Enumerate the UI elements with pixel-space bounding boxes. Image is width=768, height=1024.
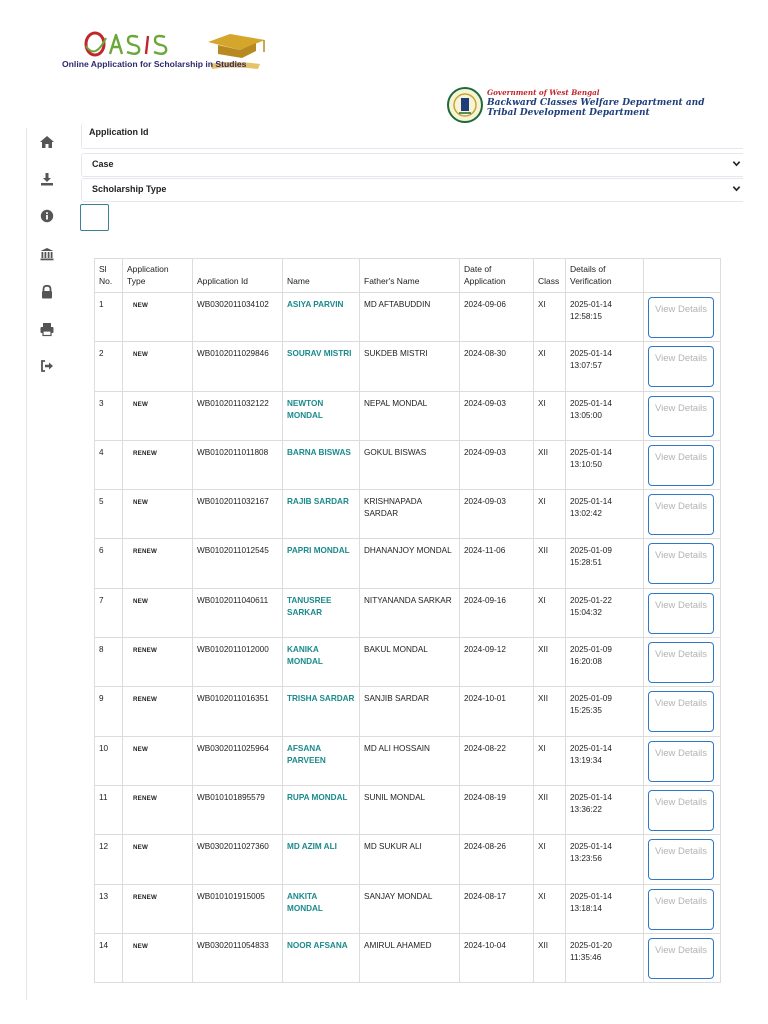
application-id-cell: WB0102011016351 — [193, 687, 283, 736]
name-cell[interactable]: RAJIB SARDAR — [283, 490, 360, 539]
name-cell[interactable]: ASIYA PARVIN — [283, 293, 360, 342]
fathers-name-cell: SUKDEB MISTRI — [360, 342, 460, 391]
application-type-cell: NEW — [123, 391, 193, 440]
action-cell — [644, 884, 721, 933]
name-cell[interactable]: RUPA MONDAL — [283, 785, 360, 834]
application-type-cell: RENEW — [123, 785, 193, 834]
view-details-button[interactable]: View Details — [648, 445, 714, 486]
class-cell: XII — [534, 539, 566, 588]
action-cell — [644, 539, 721, 588]
verification-details-cell: 2025-01-14 12:58:15 — [566, 293, 644, 342]
action-cell — [644, 933, 721, 982]
info-icon[interactable] — [39, 208, 55, 224]
table-row — [95, 687, 721, 736]
action-cell — [644, 588, 721, 637]
class-cell: XI — [534, 293, 566, 342]
verification-details-cell: 2025-01-14 13:10:50 — [566, 440, 644, 489]
date-of-application-cell: 2024-11-06 — [460, 539, 534, 588]
application-id-cell: WB0102011040611 — [193, 588, 283, 637]
fathers-name-cell: NEPAL MONDAL — [360, 391, 460, 440]
name-cell[interactable]: NOOR AFSANA — [283, 933, 360, 982]
class-cell: XII — [534, 638, 566, 687]
oasis-logo-graphic — [60, 30, 270, 78]
sl-no-cell: 7 — [95, 588, 123, 637]
view-details-button[interactable]: View Details — [648, 790, 714, 831]
name-cell[interactable]: AFSANA PARVEEN — [283, 736, 360, 785]
date-of-application-cell: 2024-09-03 — [460, 391, 534, 440]
table-row — [95, 884, 721, 933]
sidebar — [0, 128, 27, 1000]
logo-tagline: Online Application for Scholarship in Studies — [62, 59, 247, 69]
sl-no-cell: 3 — [95, 391, 123, 440]
name-cell[interactable]: BARNA BISWAS — [283, 440, 360, 489]
verification-details-cell: 2025-01-14 13:23:56 — [566, 835, 644, 884]
view-details-button[interactable]: View Details — [648, 593, 714, 634]
verification-details-cell: 2025-01-09 16:20:08 — [566, 638, 644, 687]
date-of-application-cell: 2024-08-22 — [460, 736, 534, 785]
column-header-application-type: Application Type — [123, 259, 193, 293]
sl-no-cell: 9 — [95, 687, 123, 736]
government-header — [446, 84, 746, 128]
fathers-name-cell: MD SUKUR ALI — [360, 835, 460, 884]
sl-no-cell: 5 — [95, 490, 123, 539]
date-of-application-cell: 2024-09-03 — [460, 440, 534, 489]
chevron-down-icon — [732, 159, 741, 168]
sl-no-cell: 11 — [95, 785, 123, 834]
name-cell[interactable]: KANIKA MONDAL — [283, 638, 360, 687]
verification-details-cell: 2025-01-09 15:28:51 — [566, 539, 644, 588]
action-cell — [644, 342, 721, 391]
sl-no-cell: 6 — [95, 539, 123, 588]
sl-no-cell: 8 — [95, 638, 123, 687]
table-row — [95, 391, 721, 440]
column-header-sl-no: Sl No. — [95, 259, 123, 293]
name-cell[interactable]: TANUSREE SARKAR — [283, 588, 360, 637]
action-cell — [644, 293, 721, 342]
view-details-button[interactable]: View Details — [648, 839, 714, 880]
fathers-name-cell: AMIRUL AHAMED — [360, 933, 460, 982]
application-id-cell: WB0102011012000 — [193, 638, 283, 687]
name-cell[interactable]: NEWTON MONDAL — [283, 391, 360, 440]
name-cell[interactable]: ANKITA MONDAL — [283, 884, 360, 933]
application-id-cell: WB0102011012545 — [193, 539, 283, 588]
application-type-cell: NEW — [123, 293, 193, 342]
table-header-row — [95, 259, 721, 293]
department-line-1: Backward Classes Welfare Department and — [487, 98, 705, 108]
verification-details-cell: 2025-01-14 13:07:57 — [566, 342, 644, 391]
sl-no-cell: 13 — [95, 884, 123, 933]
application-type-cell: NEW — [123, 490, 193, 539]
view-details-button[interactable]: View Details — [648, 889, 714, 930]
print-icon[interactable] — [39, 321, 55, 337]
sl-no-cell: 12 — [95, 835, 123, 884]
action-cell — [644, 835, 721, 884]
view-details-button[interactable]: View Details — [648, 396, 714, 437]
verification-details-cell: 2025-01-14 13:36:22 — [566, 785, 644, 834]
action-cell — [644, 785, 721, 834]
date-of-application-cell: 2024-08-17 — [460, 884, 534, 933]
table-row — [95, 293, 721, 342]
fathers-name-cell: SANJAY MONDAL — [360, 884, 460, 933]
lock-icon[interactable] — [39, 284, 55, 300]
date-of-application-cell: 2024-09-06 — [460, 293, 534, 342]
view-details-button[interactable]: View Details — [648, 642, 714, 683]
class-cell: XII — [534, 440, 566, 489]
verification-details-cell: 2025-01-14 13:02:42 — [566, 490, 644, 539]
case-select-label: Case — [92, 159, 114, 169]
table-row — [95, 440, 721, 489]
fathers-name-cell: SANJIB SARDAR — [360, 687, 460, 736]
application-type-cell: RENEW — [123, 638, 193, 687]
table-row — [95, 539, 721, 588]
logout-icon[interactable] — [39, 358, 55, 374]
class-cell: XI — [534, 736, 566, 785]
application-id-cell: WB0102011011808 — [193, 440, 283, 489]
verification-details-cell: 2025-01-22 15:04:32 — [566, 588, 644, 637]
table-row — [95, 835, 721, 884]
view-details-button[interactable]: View Details — [648, 543, 714, 584]
action-cell — [644, 440, 721, 489]
application-type-cell: RENEW — [123, 884, 193, 933]
government-line: Government of West Bengal — [487, 88, 600, 97]
application-type-cell: NEW — [123, 588, 193, 637]
table-row — [95, 933, 721, 982]
fathers-name-cell: MD ALI HOSSAIN — [360, 736, 460, 785]
view-details-button[interactable]: View Details — [648, 297, 714, 338]
sl-no-cell: 14 — [95, 933, 123, 982]
application-type-cell: RENEW — [123, 687, 193, 736]
class-cell: XI — [534, 884, 566, 933]
name-cell[interactable]: MD AZIM ALI — [283, 835, 360, 884]
application-type-cell: NEW — [123, 342, 193, 391]
case-select[interactable] — [81, 153, 743, 177]
verification-details-cell: 2025-01-20 11:35:46 — [566, 933, 644, 982]
table-row — [95, 490, 721, 539]
action-cell — [644, 490, 721, 539]
sl-no-cell: 10 — [95, 736, 123, 785]
class-cell: XI — [534, 490, 566, 539]
table-row — [95, 736, 721, 785]
application-id-cell: WB0302011027360 — [193, 835, 283, 884]
verification-details-cell: 2025-01-14 13:18:14 — [566, 884, 644, 933]
table-row — [95, 638, 721, 687]
chevron-down-icon — [732, 184, 741, 193]
date-of-application-cell: 2024-09-16 — [460, 588, 534, 637]
home-icon[interactable] — [39, 134, 55, 150]
application-id-cell: WB0102011032122 — [193, 391, 283, 440]
class-cell: XI — [534, 835, 566, 884]
column-header-name: Name — [283, 259, 360, 293]
fathers-name-cell: GOKUL BISWAS — [360, 440, 460, 489]
class-cell: XII — [534, 687, 566, 736]
column-header-fathers-name: Father's Name — [360, 259, 460, 293]
application-type-cell: NEW — [123, 835, 193, 884]
application-id-cell: WB010101915005 — [193, 884, 283, 933]
table-row — [95, 785, 721, 834]
class-cell: XI — [534, 342, 566, 391]
application-id-label: Application Id — [89, 127, 149, 137]
action-cell — [644, 687, 721, 736]
date-of-application-cell: 2024-10-04 — [460, 933, 534, 982]
fathers-name-cell: MD AFTABUDDIN — [360, 293, 460, 342]
class-cell: XI — [534, 588, 566, 637]
application-id-cell: WB0302011034102 — [193, 293, 283, 342]
verification-details-cell: 2025-01-09 15:25:35 — [566, 687, 644, 736]
date-of-application-cell: 2024-08-30 — [460, 342, 534, 391]
application-id-cell: WB010101895579 — [193, 785, 283, 834]
view-details-button[interactable]: View Details — [648, 938, 714, 979]
sl-no-cell: 2 — [95, 342, 123, 391]
name-cell[interactable]: SOURAV MISTRI — [283, 342, 360, 391]
action-cell — [644, 736, 721, 785]
view-details-button[interactable]: View Details — [648, 494, 714, 535]
west-bengal-emblem-icon — [446, 84, 484, 126]
date-of-application-cell: 2024-09-03 — [460, 490, 534, 539]
table-row — [95, 342, 721, 391]
application-id-cell: WB0102011032167 — [193, 490, 283, 539]
application-type-cell: RENEW — [123, 440, 193, 489]
fathers-name-cell: BAKUL MONDAL — [360, 638, 460, 687]
verification-details-cell: 2025-01-14 13:19:34 — [566, 736, 644, 785]
column-header-action — [644, 259, 721, 293]
download-icon[interactable] — [39, 171, 55, 187]
application-id-cell: WB0302011054833 — [193, 933, 283, 982]
date-of-application-cell: 2024-09-12 — [460, 638, 534, 687]
sl-no-cell: 4 — [95, 440, 123, 489]
fathers-name-cell: NITYANANDA SARKAR — [360, 588, 460, 637]
column-header-application-id: Application Id — [193, 259, 283, 293]
view-details-button[interactable]: View Details — [648, 346, 714, 387]
column-header-details-of-verification: Details of Verification — [566, 259, 644, 293]
verification-details-cell: 2025-01-14 13:05:00 — [566, 391, 644, 440]
date-of-application-cell: 2024-08-19 — [460, 785, 534, 834]
name-cell[interactable]: TRISHA SARDAR — [283, 687, 360, 736]
application-id-field[interactable] — [81, 123, 743, 149]
name-cell[interactable]: PAPRI MONDAL — [283, 539, 360, 588]
application-type-cell: NEW — [123, 736, 193, 785]
view-details-button[interactable]: View Details — [648, 741, 714, 782]
view-details-button[interactable]: View Details — [648, 691, 714, 732]
scholarship-type-label: Scholarship Type — [92, 184, 167, 194]
application-type-cell: NEW — [123, 933, 193, 982]
applications-table — [94, 258, 721, 983]
column-header-date-of-application: Date of Application — [460, 259, 534, 293]
action-cell — [644, 391, 721, 440]
column-header-class: Class — [534, 259, 566, 293]
class-cell: XI — [534, 391, 566, 440]
fathers-name-cell: KRISHNAPADA SARDAR — [360, 490, 460, 539]
fathers-name-cell: DHANANJOY MONDAL — [360, 539, 460, 588]
application-id-cell: WB0302011025964 — [193, 736, 283, 785]
date-of-application-cell: 2024-10-01 — [460, 687, 534, 736]
date-of-application-cell: 2024-08-26 — [460, 835, 534, 884]
table-row — [95, 588, 721, 637]
fathers-name-cell: SUNIL MONDAL — [360, 785, 460, 834]
action-cell — [644, 638, 721, 687]
application-id-cell: WB0102011029846 — [193, 342, 283, 391]
sl-no-cell: 1 — [95, 293, 123, 342]
oasis-logo — [60, 30, 270, 78]
class-cell: XII — [534, 785, 566, 834]
application-type-cell: RENEW — [123, 539, 193, 588]
department-line-2: Tribal Development Department — [487, 108, 650, 118]
bank-icon[interactable] — [39, 246, 55, 262]
search-button[interactable] — [80, 204, 109, 231]
scholarship-type-select[interactable] — [81, 178, 743, 202]
class-cell: XII — [534, 933, 566, 982]
